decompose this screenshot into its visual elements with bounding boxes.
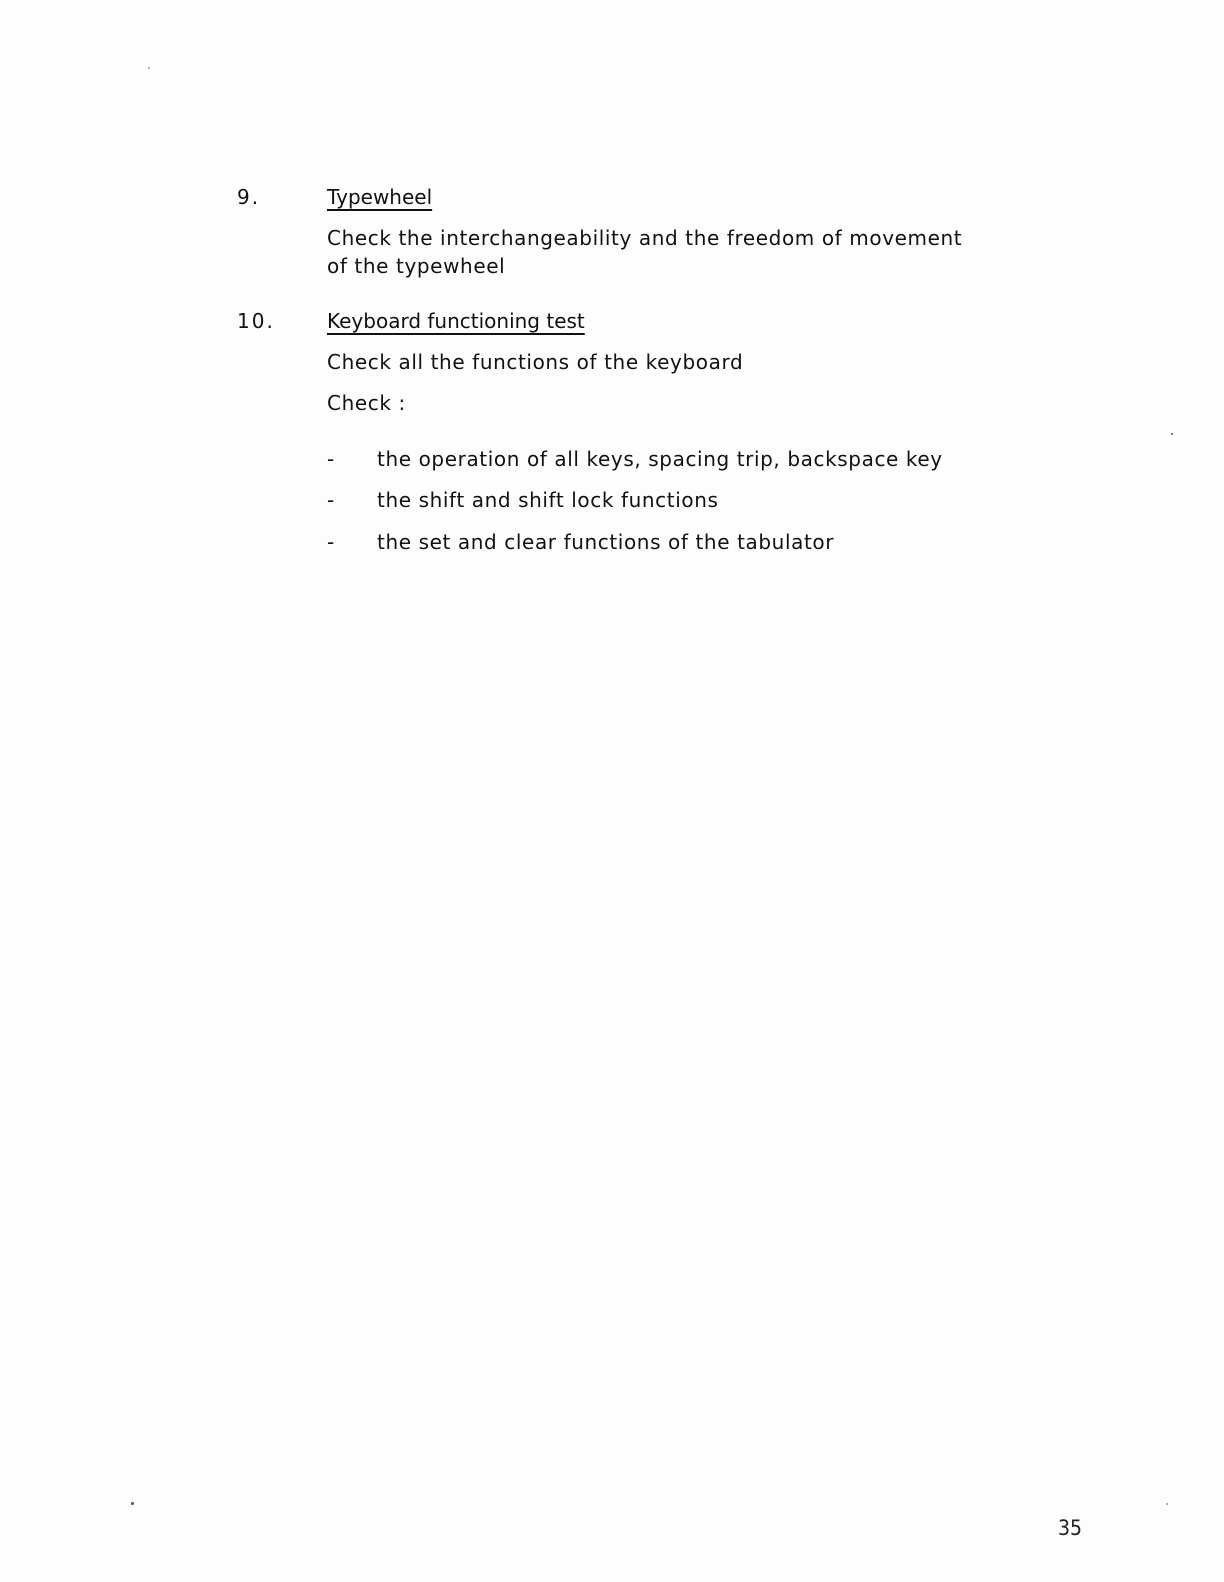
scan-speck: [1166, 1503, 1168, 1505]
bullet-marker: -: [327, 488, 335, 512]
list-item: the set and clear functions of the tabulator: [377, 530, 835, 554]
bullet-marker: -: [327, 530, 335, 554]
section-number: 9.: [237, 185, 261, 209]
scan-speck: [131, 1502, 134, 1505]
page-number: 35: [1058, 1516, 1083, 1540]
section-paragraph: Check :: [327, 391, 406, 415]
section-paragraph: of the typewheel: [327, 254, 506, 278]
section-paragraph: Check all the functions of the keyboard: [327, 350, 744, 374]
scan-speck: [1171, 433, 1173, 435]
list-item: the shift and shift lock functions: [377, 488, 719, 512]
section-title: Keyboard functioning test: [327, 309, 585, 333]
bullet-marker: -: [327, 447, 335, 471]
list-item: the operation of all keys, spacing trip, backspace key: [377, 447, 943, 471]
section-title: Typewheel: [327, 185, 433, 209]
section-number: 10.: [237, 309, 275, 333]
scan-speck: [148, 67, 150, 69]
section-paragraph: Check the interchangeability and the freedom of movement: [327, 226, 963, 250]
